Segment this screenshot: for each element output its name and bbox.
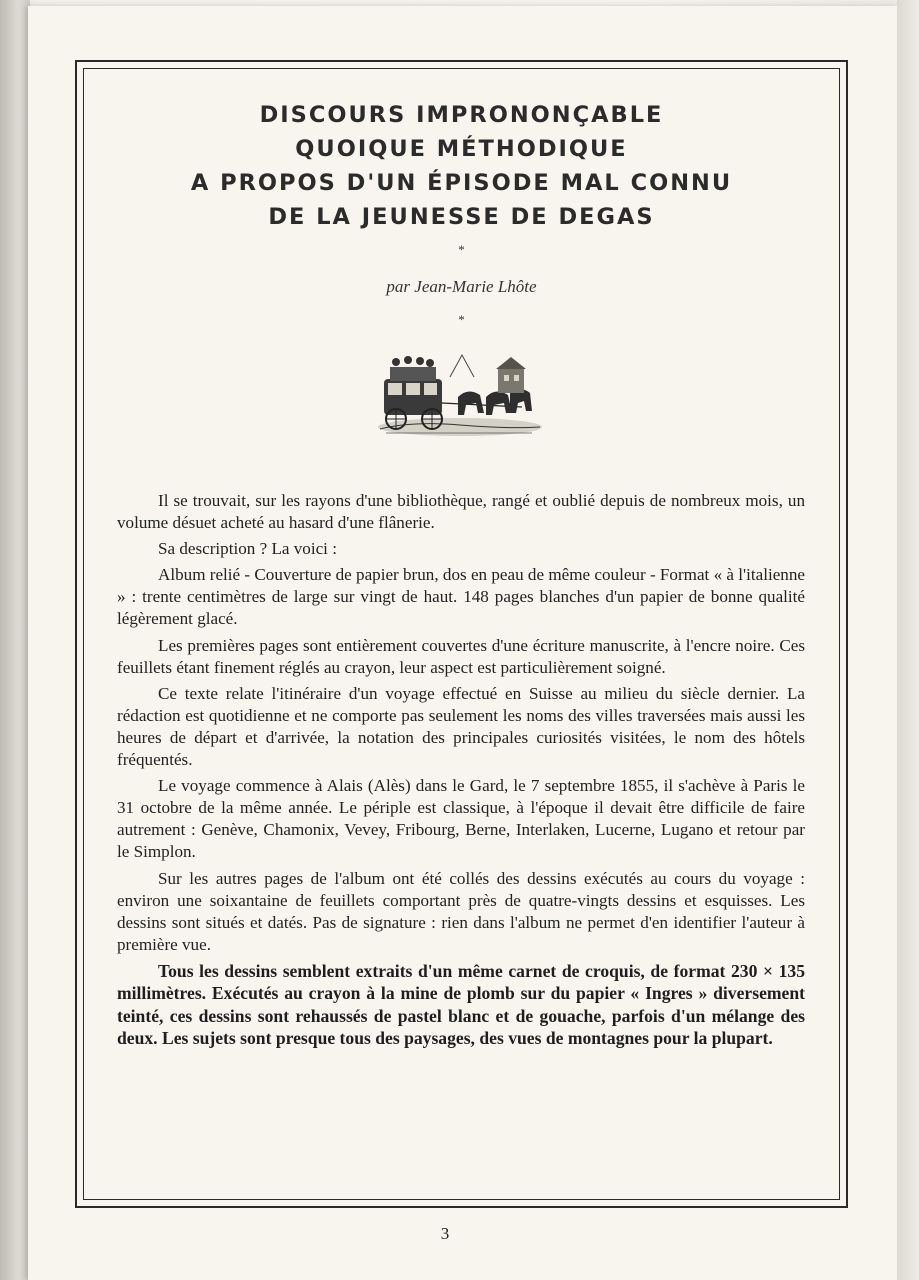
page-edge-right [897, 0, 919, 1280]
paragraph-4: Les premières pages sont entièrement couvertes d'une écriture manuscrite, à l'encre noire. Ces feuillets étant finement réglés au crayon, leur aspect est particulièrement soigné. [117, 635, 805, 677]
ornament-star-top: * [458, 242, 465, 257]
title-line-4: DE LA JEUNESSE DE DEGAS [268, 204, 655, 230]
adjacent-page-edge [0, 0, 30, 1280]
paragraph-7: Sur les autres pages de l'album ont été collés des dessins exécutés au cours du voyage : environ une soixantaine de feuillets comportant près de quatre-vingts dessins et esquisses. Les dessins sont situés et datés. Pas de signature : rien dans l'album ne permet d'en identifier l'auteur à première vue. [117, 868, 805, 954]
article-title [77, 98, 846, 234]
paragraph-6: Le voyage commence à Alais (Alès) dans le Gard, le 7 septembre 1855, il s'achève à Paris le 31 octobre de la même année. Le périple est classique, à l'époque il devait être difficile de faire autrement : Genève, Chamonix, Vevey, Fribourg, Berne, Interlaken, Lucerne, Lugano et retour par le Simplon. [117, 776, 805, 862]
paragraph-8: Tous les dessins semblent extraits d'un même carnet de croquis, de format 230 × 135 millimètres. Exécutés au crayon à la mine de plomb sur du papier « Ingres » diversement teinté, ces dessins sont rehaussés de pastel blanc et de gouache, parfois d'un mélange des deux. Les sujets sont presque tous des paysages, des vues de montagnes pour la plupart. [117, 960, 805, 1049]
paragraph-2: Sa description ? La voici : [158, 539, 337, 559]
paragraph-5: Ce texte relate l'itinéraire d'un voyage effectué en Suisse au milieu du siècle dernier. La rédaction est quotidienne et ne comporte pas seulement les noms des villes traversées mais aussi les heures de départ et d'arrivée, la notation des principales curiosités visitées, le nom des hôtels fréquentés. [117, 683, 805, 770]
stagecoach-engraving [372, 347, 542, 442]
author-byline: par Jean-Marie Lhôte [386, 277, 537, 296]
double-rule-frame [75, 60, 848, 1208]
article-body [117, 490, 805, 1054]
page-number: 3 [440, 1224, 450, 1243]
title-line-2: QUOIQUE MÉTHODIQUE [295, 136, 628, 162]
ornament-star-bottom: * [458, 312, 465, 327]
title-line-3: A PROPOS D'UN ÉPISODE MAL CONNU [190, 170, 733, 196]
paragraph-3: Album relié - Couverture de papier brun, dos en peau de même couleur - Format « à l'italienne » : trente centimètres de large sur vingt de haut. 148 pages blanches d'un papier de bonne qualité légèrement glacé. [117, 565, 805, 629]
title-line-1: DISCOURS IMPRONONÇABLE [259, 102, 664, 128]
paragraph-1: Il se trouvait, sur les rayons d'une bibliothèque, rangé et oublié depuis de nombreux mois, un volume désuet acheté au hasard d'une flânerie. [117, 491, 805, 533]
